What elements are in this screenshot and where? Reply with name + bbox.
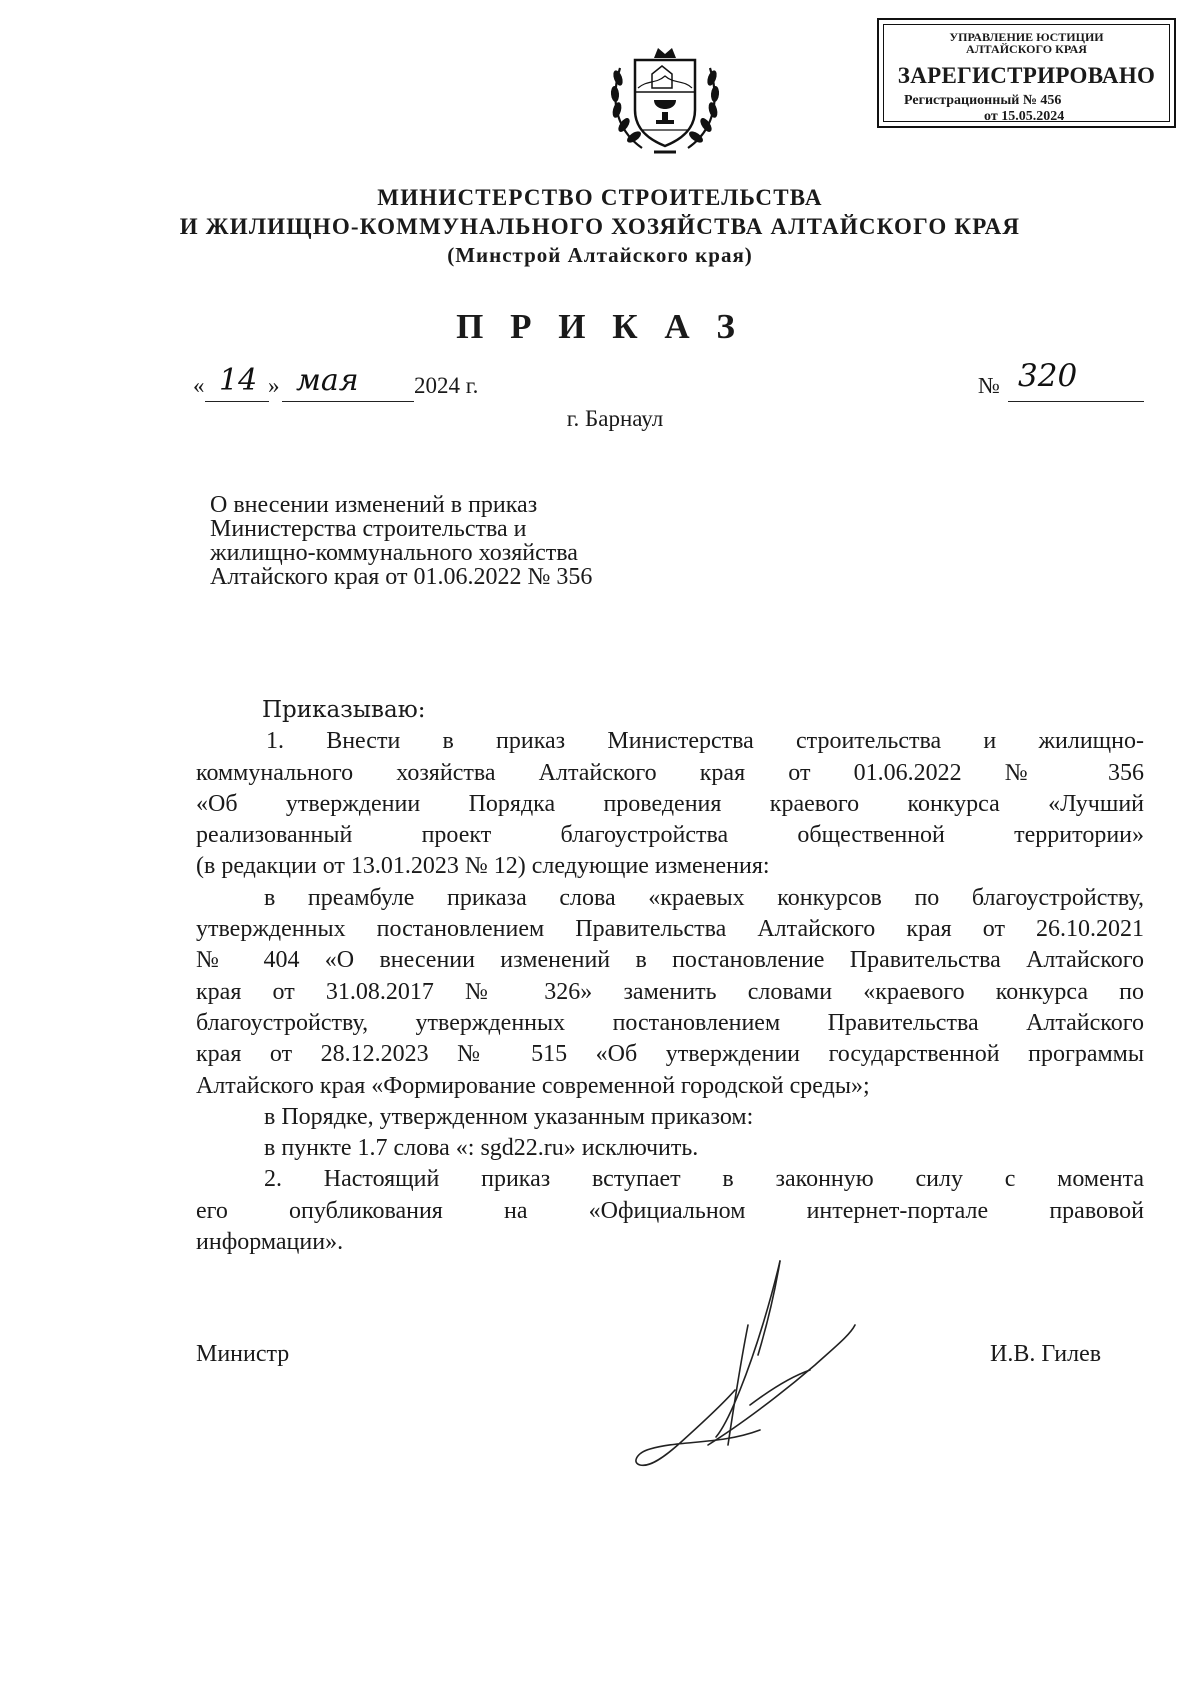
registration-stamp <box>877 18 1176 128</box>
date-year: 2024 г. <box>414 373 479 398</box>
p1-line: «Об утверждении Порядка проведения краевого конкурса «Лучший <box>196 790 1144 817</box>
p1-line: реализованный проект благоустройства общественной территории» <box>196 822 1144 849</box>
p2-line: утвержденных постановлением Правительства Алтайского края от 26.10.2021 <box>196 916 1144 943</box>
subject-line: Министерства строительства и <box>210 516 527 542</box>
stamp-reg-number: Регистрационный № 456 <box>904 93 1062 108</box>
date-open-quote: « <box>193 373 205 398</box>
p3-line: в Порядке, утвержденном указанным приказом: <box>264 1103 754 1130</box>
document-type-title: П Р И К А З <box>456 307 744 346</box>
order-body <box>196 695 1144 1258</box>
coat-of-arms-icon <box>602 30 728 160</box>
stamp-org-line2: АЛТАЙСКОГО КРАЯ <box>966 42 1087 56</box>
date-close-quote: » <box>268 373 280 398</box>
p2-line: № 404 «О внесении изменений в постановление Правительства Алтайского <box>196 947 1144 974</box>
p1-line: 1. Внести в приказ Министерства строительства и жилищно- <box>266 728 1144 755</box>
date-day-handwritten: 14 <box>219 363 258 398</box>
p2-line: края от 28.12.2023 № 515 «Об утверждении государственной программы <box>196 1041 1144 1068</box>
p4-line: в пункте 1.7 слова «: sgd22.ru» исключить. <box>264 1135 699 1162</box>
city: г. Барнаул <box>566 406 664 431</box>
p2-line: края от 31.08.2017 № 326» заменить словами «краевого конкурса по <box>196 978 1144 1005</box>
signatory-position: Министр <box>196 1341 290 1367</box>
order-subject <box>210 493 592 589</box>
ministry-name-line2: И ЖИЛИЩНО-КОММУНАЛЬНОГО ХОЗЯЙСТВА АЛТАЙСКОГО КРАЯ <box>179 214 1021 239</box>
stamp-reg-date: от 15.05.2024 <box>984 109 1065 124</box>
signatory-name: И.В. Гилев <box>990 1341 1102 1367</box>
p1-line: коммунального хозяйства Алтайского края от 01.06.2022 № 356 <box>196 759 1144 786</box>
p2-line: Алтайского края «Формирование современной городской среды»; <box>196 1072 870 1099</box>
p2-line: в преамбуле приказа слова «краевых конкурсов по благоустройству, <box>264 884 1144 911</box>
p5-line: информации». <box>196 1229 344 1256</box>
subject-line: жилищно-коммунального хозяйства <box>210 540 578 566</box>
p5-line: 2. Настоящий приказ вступает в законную силу с момента <box>264 1166 1144 1193</box>
handwritten-signature-icon <box>630 1255 860 1495</box>
stamp-org-line1: УПРАВЛЕНИЕ ЮСТИЦИИ <box>949 30 1104 44</box>
ministry-short-name: (Минстрой Алтайского края) <box>447 243 753 267</box>
stamp-frame <box>883 24 1170 122</box>
order-number-handwritten: 320 <box>1018 358 1078 394</box>
p1-line: (в редакции от 13.01.2023 № 12) следующие изменения: <box>196 853 770 880</box>
subject-line: О внесении изменений в приказ <box>210 492 538 518</box>
ministry-name-line1: МИНИСТЕРСТВО СТРОИТЕЛЬСТВА <box>377 185 823 210</box>
order-number-label: № <box>978 373 1000 398</box>
p2-line: благоустройству, утвержденных постановлением Правительства Алтайского <box>196 1009 1144 1036</box>
intro-line: Приказываю: <box>262 697 426 723</box>
subject-line: Алтайского края от 01.06.2022 № 356 <box>210 564 593 590</box>
date-month-handwritten: мая <box>296 363 359 398</box>
stamp-title: ЗАРЕГИСТРИРОВАНО <box>897 63 1156 88</box>
p5-line: его опубликования на «Официальном интернет-портале правовой <box>196 1197 1144 1224</box>
